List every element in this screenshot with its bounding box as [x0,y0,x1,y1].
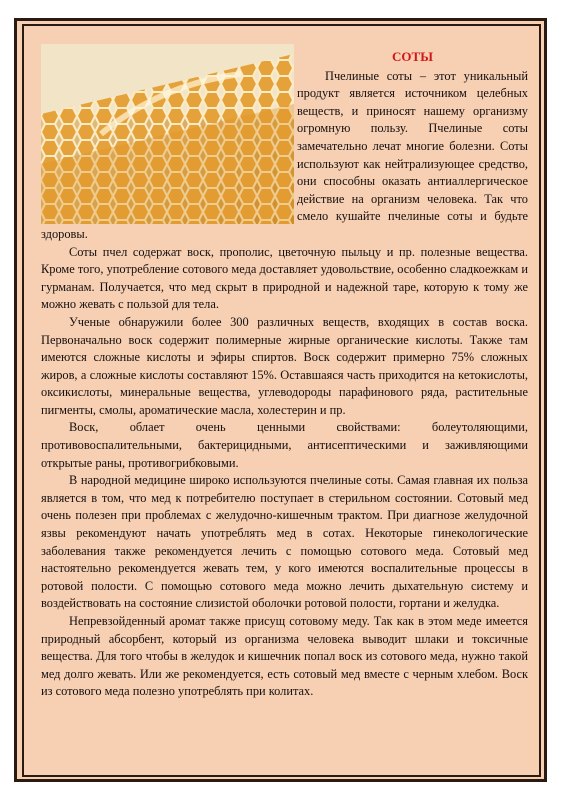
paragraph: Воск, облает очень ценными свойствами: болеутоляющими, противовоспалительными, бактерицидными, антисептическими и заживляющими открытые раны, противогрибковыми. [41,420,528,470]
paragraph: Соты пчел содержат воск, прополис, цветочную пыльцу и пр. полезные вещества. Кроме того, употребление сотового меда доставляет удовольствие, особенно сладкоежкам и гурманам. Получается, что мед скрыт в природной и надежной таре, которую к тому же можно жевать с пользой для тела. [41,244,528,312]
paragraph: Пчелиные соты – этот уникальный продукт является источником целебных веществ, и приносят нашему организму огромную пользу. Пчелиные соты замечательно лечат многие болезни. Соты используют как нейтрализующее средство, они способны оказать антиаллергическое действие на организм человека. Так что смело кушайте пчелиные соты и будьте здоровы. [41,68,528,241]
document-title: СОТЫ [392,49,433,64]
honeycomb-photo [41,44,294,224]
paragraph: Непревзойденный аромат также присущ сотовому меду. Так как в этом меде имеется природный абсорбент, который из организма человека выводит шлаки и токсичные вещества. Для того чтобы в желудок и кишечник попал воск из сотового меда, нужно такой мед долго жевать. Или же рекомендуется, есть сотовый мед вместе с черным хлебом. Воск из сотового меда полезно употреблять при колитах. [41,614,528,699]
document-page [41,44,528,764]
paragraph: В народной медицине широко используются пчелиные соты. Самая главная их польза является в том, что мед к потребителю поступает в стерильном состоянии. Сотовый мед очень полезен при проблемах с желудочно-кишечным трактом. При диагнозе желудочной язвы рекомендуют начать употреблять мед в сотах. Некоторые гинекологические заболевания также рекомендуется лечить с помощью сотового меда. Сотовый мед настоятельно рекомендуется жевать тем, у кого имеются воспалительные процессы в ротовой полости. С помощью сотового меда можно лечить дыхательную систему и воздействовать на состояние слизистой оболочки ротовой полости, гортани и желудка. [41,473,528,611]
paragraph: Ученые обнаружили более 300 различных веществ, входящих в состав воска. Первоначально воск содержит полимерные жирные органические кислоты. Также там имеются сложные кислоты и эфиры спиртов. Воск содержит примерно 75% сложных жиров, а сложные кислоты составляют 15%. Оставшаяся часть приходится на кетокислоты, оксикислоты, минеральные вещества, углеводороды парафинового ряда, растительные пигменты, смолы, ароматические масла, холестерин и пр. [41,314,528,417]
